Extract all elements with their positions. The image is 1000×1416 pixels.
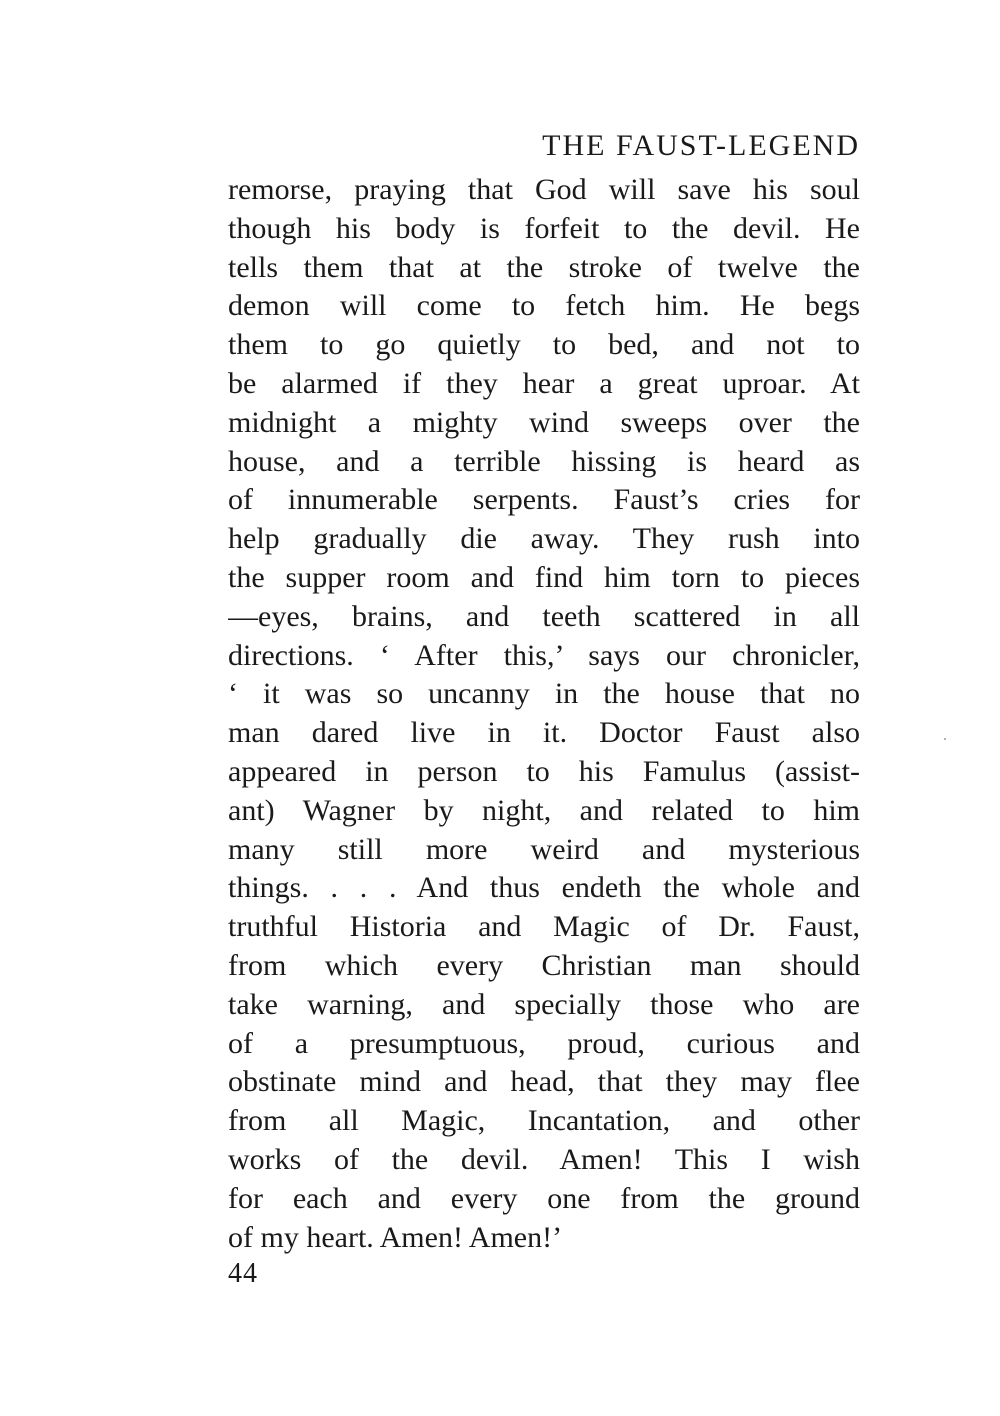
text-line: house, and a terrible hissing is heard as	[228, 444, 860, 478]
text-line: things. . . . And thus endeth the whole and	[228, 871, 860, 905]
text-line: though his body is forfeit to the devil. He	[228, 211, 860, 245]
text-line: remorse, praying that God will save his soul	[228, 173, 860, 206]
text-line: appeared in person to his Famulus (assist-	[228, 754, 860, 788]
text-line: from all Magic, Incantation, and other	[228, 1104, 860, 1138]
text-line: obstinate mind and head, that they may flee	[228, 1065, 860, 1099]
text-line: of innumerable serpents. Faust’s cries for	[228, 483, 860, 517]
text-line: be alarmed if they hear a great uproar. At	[228, 366, 860, 400]
text-line: works of the devil. Amen! This I wish	[228, 1142, 860, 1176]
text-line: ‘ it was so uncanny in the house that no	[228, 677, 860, 711]
text-line: ant) Wagner by night, and related to him	[228, 793, 860, 827]
text-line: many still more weird and mysterious	[228, 832, 860, 866]
text-line: of a presumptuous, proud, curious and	[228, 1026, 860, 1060]
text-line: directions. ‘ After this,’ says our chronicler,	[228, 638, 860, 672]
text-line: midnight a mighty wind sweeps over the	[228, 405, 860, 439]
text-line: for each and every one from the ground	[228, 1181, 860, 1215]
text-line: demon will come to fetch him. He begs	[228, 289, 860, 323]
running-head: THE FAUST-LEGEND	[542, 129, 860, 162]
body-text	[228, 171, 860, 1257]
text-line: tells them that at the stroke of twelve the	[228, 250, 860, 284]
margin-speck	[944, 738, 946, 740]
text-line: take warning, and specially those who are	[228, 987, 860, 1021]
text-line: —eyes, brains, and teeth scattered in all	[228, 599, 860, 633]
text-line: truthful Historia and Magic of Dr. Faust,	[228, 910, 860, 944]
text-line: the supper room and find him torn to pieces	[228, 560, 860, 594]
text-line: man dared live in it. Doctor Faust also	[228, 716, 860, 750]
page-number: 44	[228, 1258, 258, 1289]
text-line: of my heart. Amen! Amen!’	[228, 1220, 563, 1254]
text-line: help gradually die away. They rush into	[228, 522, 860, 556]
text-line: them to go quietly to bed, and not to	[228, 328, 860, 362]
text-line: from which every Christian man should	[228, 948, 860, 982]
